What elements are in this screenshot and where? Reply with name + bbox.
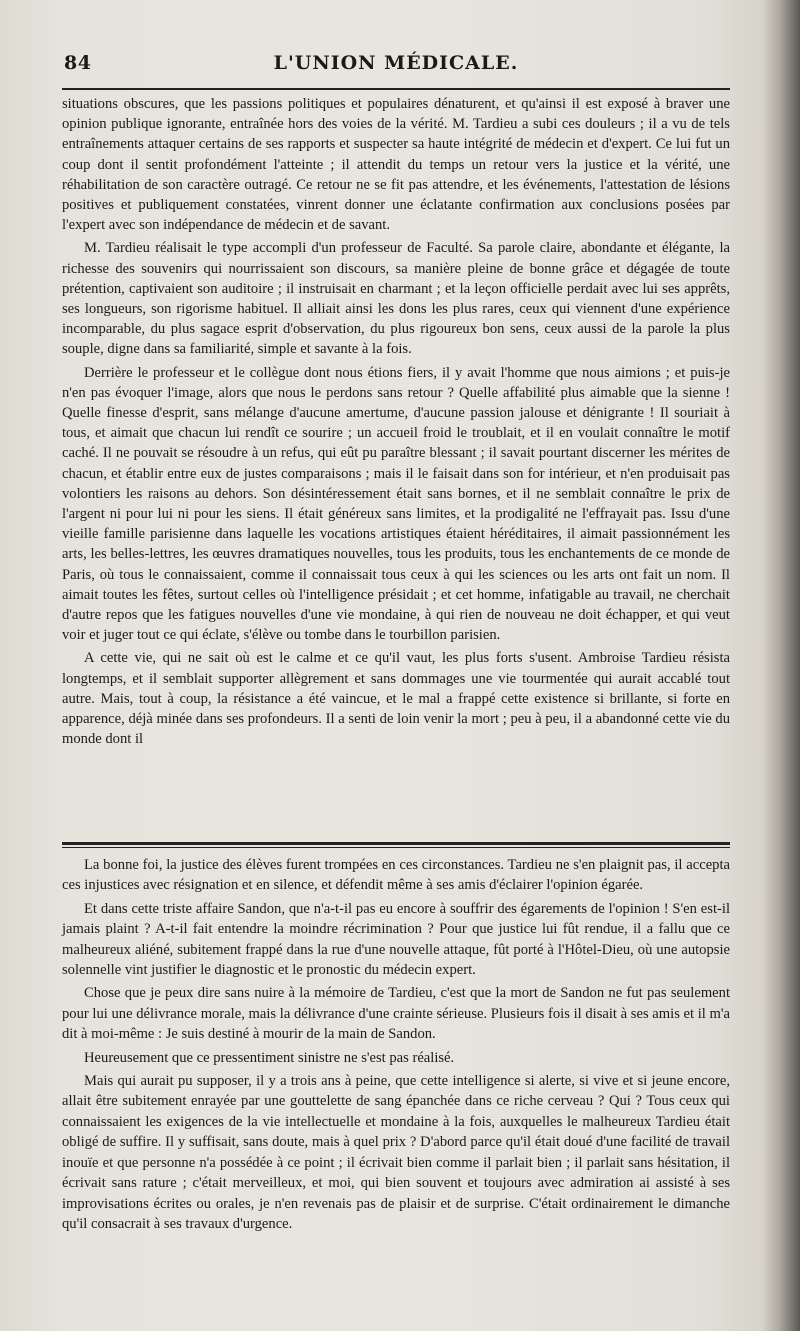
section-divider-rule [62,842,730,845]
note-paragraph: La bonne foi, la justice des élèves furent trompées en ces circonstances. Tardieu ne s'en plaignit pas, il accepta ces injustices avec résignation et en silence, et défendit même à ses amis d'éclairer l'opinion égarée. [62,857,730,894]
note-paragraph: Heureusement que ce pressentiment sinistre ne s'est pas réalisé. [84,1049,455,1066]
page-header [60,52,732,82]
header-rule [62,88,730,90]
note-paragraph: Chose que je peux dire sans nuire à la mémoire de Tardieu, c'est que la mort de Sandon ne fut pas seulement pour lui une délivrance morale, mais la délivrance d'une crainte sérieuse. Plusieurs fois il disait à ses amis et il m'a dit à moi-même : Je suis destiné à mourir de la main de Sandon. [62,985,730,1043]
main-body-text [62,94,730,750]
note-paragraph: Mais qui aurait pu supposer, il y a trois ans à peine, que cette intelligence si alerte, si vive et si jeune encore, allait être subitement enrayée par une gouttelette de sang épanchée dans ce riche cerveau ? Qui ? Tous ceux qui connaissaient les exigences de la vie intellectuelle et mondaine à la fois, auxquelles le malheureux Tardieu était obligé de suffire. Il y suffisait, sans doute, mais à quel prix ? D'abord parce qu'il était doué d'une facilité de travail inouïe et que personne n'a possédée à ce point ; il écrivait bien comme il parlait bien ; il parlait sans hésitation, il écrivait sans rature ; c'était merveilleux, et moi, qui bien souvent et toujours avec admiration ai assisté à ses improvisations écrites ou orales, je n'en revenais pas de plaisir et de surprise. C'était ordinairement le dimanche qu'il consacrait à ses travaux d'urgence. [62,1073,730,1232]
page-number: 84 [64,52,92,74]
footnote-text [62,855,730,1234]
journal-title: L'UNION MÉDICALE. [273,52,519,74]
note-paragraph: Et dans cette triste affaire Sandon, que n'a-t-il pas eu encore à souffrir des égarements de l'opinion ! S'en est-il jamais plaint ? A-t-il fait entendre la moindre récrimination ? Pour que justice lui fût rendue, il a fallu que ce malheureux aliéné, subitement frappé dans la rue d'une nouvelle attaque, fût porté à l'Hôtel-Dieu, où une autopsie solennelle vint justifier le diagnostic et le pronostic du médecin expert. [62,900,730,979]
body-paragraph: Derrière le professeur et le collègue dont nous étions fiers, il y avait l'homme que nous aimions ; et puis-je n'en pas évoquer l'image, alors que nous le perdons sans retour ? Quelle affabilité plus aimable que la sienne ! Quelle finesse d'esprit, sans mélange d'aucune amertume, d'aucune passion jalouse et dénigrante ! Il souriait à tous, et aimait que chacun lui rendît ce sourire ; un accueil froid le troublait, et il en voulait connaître le motif caché. Il ne pouvait se résoudre à un refus, qui eût pu paraître blessant ; il savait pourtant discerner les mérites de chacun, et établir entre eux de justes comparaisons ; mais il le faisait dans son for intérieur, et n'en produisait pas volontiers les raisons au dehors. Son désintéressement était sans bornes, et il ne semblait connaître le prix de l'argent ni pour lui ni pour les siens. Il était généreux sans limites, et la prodigalité ne l'effrayait pas. Issu d'une vieille famille parisienne dans laquelle les vocations artistiques étaient héréditaires, il aimait passionnément les arts, les belles-lettres, les œuvres dramatiques nouvelles, tous les produits, tous les enchantements de ce monde de Paris, où tous le connaissaient, comme il connaissait tous ceux à qui les sciences ou les arts ont fait un nom. Il aimait toutes les fêtes, surtout celles où l'intelligence présidait ; et cet homme, infatigable au travail, ne cherchait d'autre repos que les fatigues nouvelles d'une vie mondaine, à qui rien de nouveau ne doit échapper, et qui veut voir et juger tout ce qui éclate, s'élève ou tombe dans le tourbillon parisien. [62,364,730,644]
body-paragraph: A cette vie, qui ne sait où est le calme et ce qu'il vaut, les plus forts s'usent. Ambroise Tardieu résista longtemps, et il semblait supporter allègrement et sans dommages une vie tourmentée qui aurait accablé tout autre. Mais, tout à coup, la résistance a été vaincue, et le mal a frappé cette existence si brillante, si forte en apparence, déjà minée dans ses profondeurs. Il a senti de loin venir la mort ; peu à peu, il a abandonné cette vie du monde dont il [62,650,730,748]
book-gutter-shadow [762,0,800,1331]
section-divider-rule-thin [62,847,730,848]
body-paragraph: M. Tardieu réalisait le type accompli d'un professeur de Faculté. Sa parole claire, abondante et élégante, la richesse des souvenirs qui nourrissaient son discours, sa manière pleine de bonne grâce et dégagée de toute prétention, captivaient son auditoire ; il instruisait en charmant ; et la leçon officielle perdait avec lui ses apprêts, ses longueurs, son rigorisme habituel. Il alliait ainsi les dons les plus rares, ceux qui viennent d'une expérience incomparable, du plus sagace esprit d'observation, du plus rigoureux bon sens, ceux aussi de la parole la plus souple, digne dans sa familiarité, simple et savante à la fois. [62,240,730,358]
body-paragraph: situations obscures, que les passions politiques et populaires dénaturent, et qu'ainsi il est exposé à braver une opinion publique ignorante, entraînée hors des voies de la vérité. M. Tardieu a subi ces douleurs ; il a vu de tels entraînements attaquer certains de ses rapports et suspecter sa haute intégrité de médecin et d'expert. Ce lui fut un coup dont il sentit profondément l'atteinte ; il attendit du temps un retour vers la justice et la vérité, une réhabilitation de son caractère outragé. Ce retour ne se fit pas attendre, et les événements, l'attestation de lésions positives et publiquement constatées, vinrent donner une éclatante confirmation aux conclusions posées par l'expert avec son indépendance de médecin et de savant. [62,96,730,234]
